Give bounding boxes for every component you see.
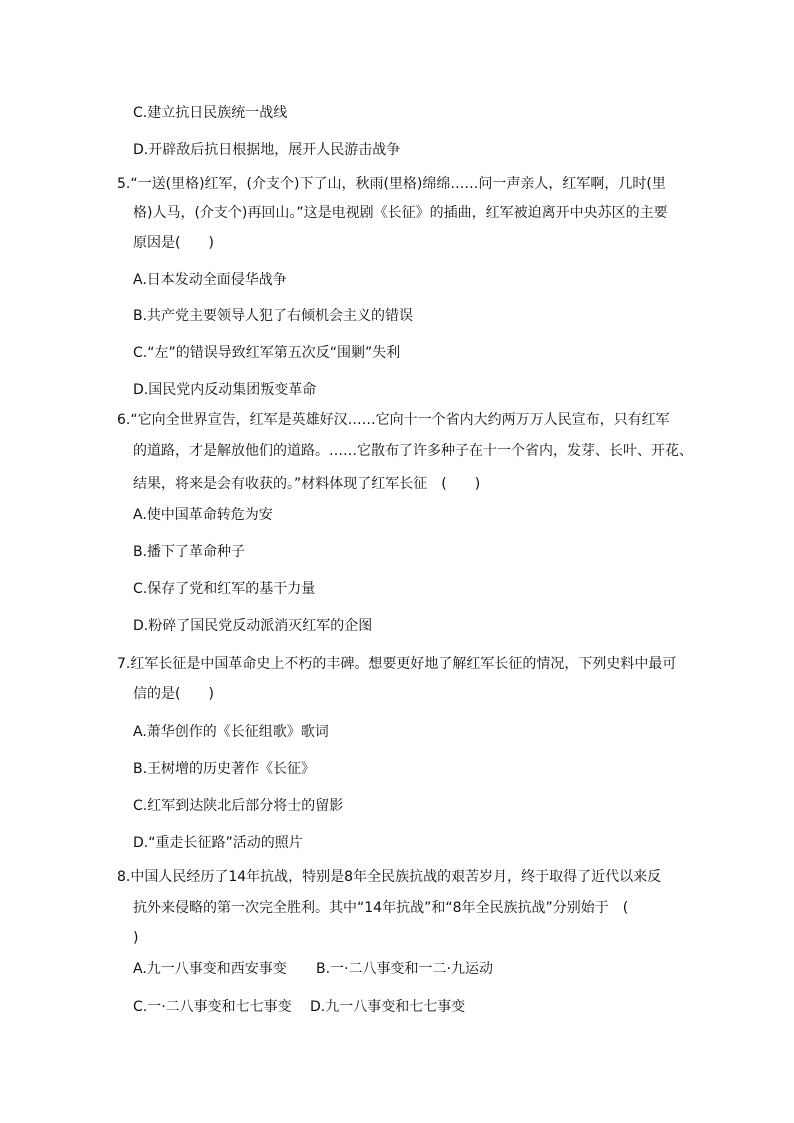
q8-stem-line1: 8.中国人民经历了14年抗战，特别是8年全民族抗战的艰苦岁月，终于取得了近代以来反 [117, 869, 662, 885]
q8-stem-line2: 抗外来侵略的第一次完全胜利。其中“14年抗战”和“8年全民族抗战”分别始于 ( [133, 900, 629, 916]
q6-option-a: A.使中国革命转危为安 [133, 507, 273, 523]
q8-stem-line3: ) [133, 930, 139, 946]
q7-option-b: B.王树增的历史著作《长征》 [133, 761, 316, 777]
q4-option-c: C.建立抗日民族统一战线 [133, 105, 288, 121]
q8-option-c: C.一·二八事变和七七事变 [133, 999, 292, 1015]
q8-option-d: D.九一八事变和七七事变 [310, 999, 466, 1015]
q8-option-a: A.九一八事变和西安事变 [133, 961, 287, 977]
q5-option-c: C.“左”的错误导致红军第五次反“围剿”失利 [133, 345, 401, 361]
q6-option-b: B.播下了革命种子 [133, 544, 246, 560]
q6-stem-line2: 的道路，才是解放他们的道路。……它散布了许多种子在十一个省内，发芽、长叶、开花、 [133, 443, 693, 459]
q7-stem-line1: 7.红军长征是中国革命史上不朽的丰碑。想要更好地了解红军长征的情况，下列史料中最可 [117, 656, 677, 672]
q7-option-c: C.红军到达陕北后部分将士的留影 [133, 798, 344, 814]
q7-stem-line2: 信的是( ) [133, 686, 214, 702]
q6-option-d: D.粉碎了国民党反动派消灭红军的企图 [133, 618, 373, 634]
q6-stem-line1: 6.“它向全世界宣告，红军是英雄好汉……它向十一个省内大约两万万人民宣布，只有红军 [117, 412, 670, 428]
q8-option-b: B.一·二八事变和一二·九运动 [316, 961, 493, 977]
q5-option-b: B.共产党主要领导人犯了右倾机会主义的错误 [133, 308, 414, 324]
q5-option-a: A.日本发动全面侵华战争 [133, 272, 287, 288]
q6-option-c: C.保存了党和红军的基干力量 [133, 581, 316, 597]
q5-stem-line1: 5.“一送(里格)红军，(介支个)下了山，秋雨(里格)绵绵……问一声亲人，红军啊，几时(里 [117, 176, 666, 192]
q5-stem-line3: 原因是( ) [133, 235, 214, 251]
q7-option-d: D.“重走长征路”活动的照片 [133, 835, 303, 851]
q6-stem-line3: 结果，将来是会有收获的。”材料体现了红军长征 ( ) [133, 476, 481, 492]
q7-option-a: A.萧华创作的《长征组歌》歌词 [133, 724, 329, 740]
q5-option-d: D.国民党内反动集团叛变革命 [133, 382, 317, 398]
q4-option-d: D.开辟敌后抗日根据地，展开人民游击战争 [133, 142, 401, 158]
q5-stem-line2: 格)人马，(介支个)再回山。”这是电视剧《长征》的插曲，红军被迫离开中央苏区的主要 [133, 205, 668, 221]
